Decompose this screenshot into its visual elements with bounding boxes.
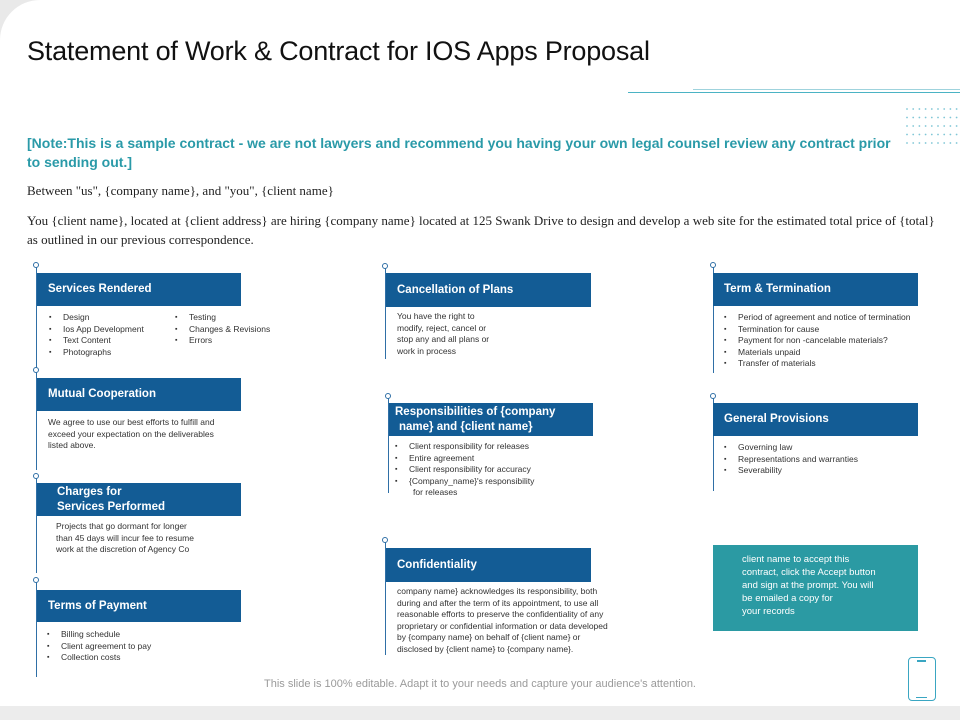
- charges-title-line2: Services Performed: [57, 501, 166, 513]
- timeline-dot: [33, 577, 39, 583]
- cancellation-title: Cancellation of Plans: [397, 283, 514, 296]
- text-line: and sign at the prompt. You will: [742, 580, 874, 591]
- services-rendered-header: [37, 273, 241, 306]
- grid-dot: [956, 108, 958, 110]
- text-line: disclosed by {client name} to {company name}.: [397, 643, 574, 654]
- text-line: reasonable efforts to preserve the confidentiality of any: [397, 609, 604, 619]
- text-line: Projects that go dormant for longer: [56, 521, 187, 531]
- grid-dot: [925, 142, 927, 144]
- list-item-continuation: for releases: [413, 487, 458, 497]
- between-line: Between "us", {company name}, and "you", {client name}: [27, 183, 334, 198]
- charges-text: [56, 521, 246, 556]
- grid-dot: [925, 134, 927, 136]
- text-line: by {company name} on behalf of {client name} or: [397, 632, 581, 642]
- timeline-dot: [33, 367, 39, 373]
- grid-dot: [931, 108, 933, 110]
- grid-dot: [950, 125, 952, 127]
- timeline-dot: [385, 393, 391, 399]
- grid-dot: [937, 108, 939, 110]
- grid-dot: [950, 134, 952, 136]
- responsibilities-title-line2: name} and {client name}: [399, 421, 533, 433]
- list-item: ▪ Photographs: [49, 347, 174, 359]
- phone-icon: [908, 657, 936, 701]
- text-line: stop any and all plans or: [397, 334, 490, 344]
- charges-title-line1: Charges for: [57, 486, 122, 498]
- text-line: during and after the term of its appointment, to use all: [397, 597, 599, 608]
- list-item: ▪ Testing: [175, 312, 295, 324]
- list-item: ▪ Errors: [175, 335, 295, 347]
- timeline-dot: [33, 262, 39, 268]
- intro-paragraph: You {client name}, located at {client address} are hiring {company name} located at 125 Swank Drive to design and develop a web site for the estimated total price of {total} as outlined in our previous correspondence.: [27, 213, 935, 247]
- charges-header: [37, 483, 241, 516]
- grid-dot: [950, 117, 952, 119]
- grid-dot: [931, 134, 933, 136]
- grid-dot: [906, 125, 908, 127]
- confidentiality-title: Confidentiality: [397, 558, 477, 571]
- grid-dot: [925, 117, 927, 119]
- page-title: Statement of Work & Contract for IOS Apps Proposal: [27, 36, 650, 66]
- text-line: You have the right to: [397, 311, 475, 321]
- text-line: listed above.: [48, 440, 96, 450]
- general-provisions-header: [713, 403, 918, 436]
- grid-dot: [937, 117, 939, 119]
- dot-grid-icon: [904, 106, 960, 146]
- grid-dot: [943, 142, 945, 144]
- timeline-dot: [710, 393, 716, 399]
- grid-dot: [925, 108, 927, 110]
- grid-dot: [931, 142, 933, 144]
- grid-dot: [937, 142, 939, 144]
- mutual-cooperation-text: [48, 417, 248, 452]
- grid-dot: [906, 117, 908, 119]
- mutual-cooperation-title: Mutual Cooperation: [48, 388, 156, 400]
- text-line: company name} acknowledges its responsibility, both: [397, 586, 598, 596]
- grid-dot: [919, 108, 921, 110]
- text-line: exceed your expectation on the deliverables: [48, 428, 214, 439]
- confidentiality-header: [386, 548, 591, 582]
- grid-dot: [943, 117, 945, 119]
- list-item: ▪ Client agreement to pay: [47, 641, 227, 653]
- grid-dot: [925, 125, 927, 127]
- list-item: ▪ Design: [49, 312, 174, 324]
- list-item: ▪ Transfer of materials: [724, 358, 954, 370]
- grid-dot: [919, 125, 921, 127]
- list-item: ▪ Collection costs: [47, 652, 227, 664]
- general-provisions-title: General Provisions: [724, 413, 829, 425]
- confidentiality-text: [397, 586, 637, 655]
- list-item: ▪ Entire agreement: [395, 453, 605, 465]
- grid-dot: [943, 125, 945, 127]
- grid-dot: [912, 108, 914, 110]
- text-line: contract, click the Accept button: [742, 567, 876, 578]
- text-line: than 45 days will incur fee to resume: [56, 532, 194, 543]
- grid-dot: [950, 142, 952, 144]
- text-line: client name to accept this: [742, 554, 850, 565]
- mutual-cooperation-header: [37, 378, 241, 411]
- list-item: ▪ Governing law: [724, 442, 934, 454]
- grid-dot: [919, 117, 921, 119]
- term-termination-header: [713, 273, 918, 306]
- responsibilities-title-line1: Responsibilities of {company: [395, 406, 556, 418]
- sample-note: [Note:This is a sample contract - we are not lawyers and recommend you having your own legal counsel review any contract prior to sending out.]: [27, 135, 891, 170]
- services-list-col2: [175, 312, 295, 347]
- grid-dot: [931, 117, 933, 119]
- terms-of-payment-header: [37, 590, 241, 622]
- list-item: ▪ {Company_name}'s responsibility: [395, 476, 605, 488]
- bottom-band: [0, 706, 960, 720]
- grid-dot: [956, 134, 958, 136]
- terms-of-payment-list: [47, 629, 227, 664]
- timeline-dot: [710, 262, 716, 268]
- list-item: ▪ Billing schedule: [47, 629, 227, 641]
- list-item: ▪ Payment for non -cancelable materials?: [724, 335, 954, 347]
- list-item: ▪ Ios App Development: [49, 324, 174, 336]
- list-item: ▪ Materials unpaid: [724, 347, 954, 359]
- text-line: your records: [742, 606, 795, 617]
- title-underline: [628, 92, 960, 93]
- grid-dot: [912, 117, 914, 119]
- text-line: be emailed a copy for: [742, 593, 833, 604]
- list-item: ▪ Severability: [724, 465, 934, 477]
- grid-dot: [912, 142, 914, 144]
- text-line: We agree to use our best efforts to fulfill and: [48, 417, 215, 427]
- timeline-dot: [382, 537, 388, 543]
- footer-note: This slide is 100% editable. Adapt it to your needs and capture your audience's attention.: [264, 678, 696, 690]
- list-item: ▪ Representations and warranties: [724, 454, 934, 466]
- grid-dot: [943, 134, 945, 136]
- text-line: proprietary or confidential information or data developed: [397, 620, 608, 631]
- grid-dot: [950, 108, 952, 110]
- grid-dot: [943, 108, 945, 110]
- accept-instructions-box: [713, 545, 918, 631]
- grid-dot: [912, 134, 914, 136]
- timeline-dot: [33, 473, 39, 479]
- services-list-col1: [49, 312, 174, 358]
- list-item: ▪ Changes & Revisions: [175, 324, 295, 336]
- grid-dot: [931, 125, 933, 127]
- list-item: ▪ Client responsibility for releases: [395, 441, 605, 453]
- list-item: ▪ Client responsibility for accuracy: [395, 464, 605, 476]
- timeline-dot: [382, 263, 388, 269]
- grid-dot: [956, 142, 958, 144]
- responsibilities-header: [389, 403, 593, 436]
- term-termination-list: [724, 312, 954, 370]
- cancellation-header: [386, 273, 591, 307]
- general-provisions-list: [724, 442, 934, 477]
- term-termination-title: Term & Termination: [724, 283, 831, 295]
- text-line: work at the discretion of Agency Co: [56, 544, 190, 554]
- grid-dot: [937, 125, 939, 127]
- grid-dot: [919, 134, 921, 136]
- cancellation-text: [397, 311, 587, 357]
- list-item: ▪ Text Content: [49, 335, 174, 347]
- title-underline-accent: [693, 89, 960, 90]
- terms-of-payment-title: Terms of Payment: [48, 599, 147, 612]
- responsibilities-list: [395, 441, 605, 499]
- services-rendered-title: Services Rendered: [48, 283, 152, 295]
- grid-dot: [912, 125, 914, 127]
- text-line: modify, reject, cancel or: [397, 322, 487, 333]
- grid-dot: [956, 117, 958, 119]
- grid-dot: [906, 108, 908, 110]
- list-item: ▪ Period of agreement and notice of termination: [724, 312, 954, 324]
- list-item: ▪ Termination for cause: [724, 324, 954, 336]
- grid-dot: [956, 125, 958, 127]
- grid-dot: [937, 134, 939, 136]
- text-line: work in process: [397, 345, 457, 356]
- grid-dot: [919, 142, 921, 144]
